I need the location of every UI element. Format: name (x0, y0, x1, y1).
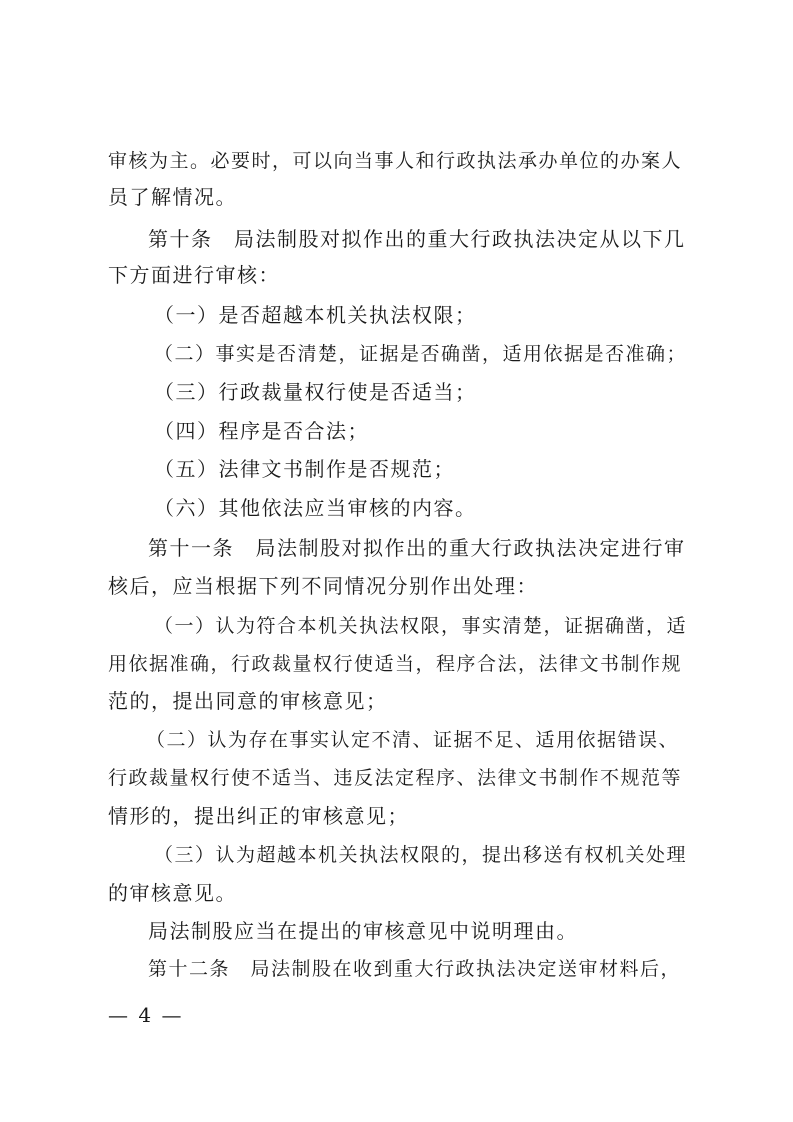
text-line-8: （四）程序是否合法； (154, 419, 369, 443)
text-line-20: 的审核意见。 (108, 881, 237, 905)
text-line-3: 第十条 局法制股对拟作出的重大行政执法决定从以下几 (148, 227, 686, 251)
text-line-5: （一）是否超越本机关执法权限； (154, 303, 477, 327)
text-line-12: 核后，应当根据下列不同情况分别作出处理： (108, 574, 538, 598)
text-line-10: （六）其他依法应当审核的内容。 (154, 496, 477, 520)
text-line-16: （二）认为存在事实认定不清、证据不足、适用依据错误、 (146, 729, 680, 751)
text-line-2: 员了解情况。 (108, 185, 237, 209)
text-line-7: （三）行政裁量权行使是否适当； (154, 380, 477, 404)
text-line-21: 局法制股应当在提出的审核意见中说明理由。 (148, 919, 578, 943)
text-line-4: 下方面进行审核： (108, 263, 280, 287)
text-line-19: （三）认为超越本机关执法权限的，提出移送有权机关处理 (154, 844, 688, 866)
page-number: — 4 — (108, 1003, 184, 1027)
text-line-9: （五）法律文书制作是否规范； (154, 457, 455, 481)
text-line-13: （一）认为符合本机关执法权限，事实清楚，证据确凿，适 (154, 615, 688, 637)
text-line-11: 第十一条 局法制股对拟作出的重大行政执法决定进行审 (148, 536, 686, 560)
text-line-17: 行政裁量权行使不适当、违反法定程序、法律文书制作不规范等 (108, 767, 683, 789)
text-line-1: 审核为主。必要时，可以向当事人和行政执法承办单位的办案人 (108, 150, 683, 172)
text-line-14: 用依据准确，行政裁量权行使适当，程序合法，法律文书制作规 (108, 653, 683, 675)
text-line-6: （二）事实是否清楚，证据是否确凿，适用依据是否准确； (154, 343, 688, 365)
text-line-15: 范的，提出同意的审核意见； (108, 689, 388, 713)
text-line-22: 第十二条 局法制股在收到重大行政执法决定送审材料后， (148, 958, 682, 980)
text-line-18: 情形的，提出纠正的审核意见； (108, 804, 409, 828)
